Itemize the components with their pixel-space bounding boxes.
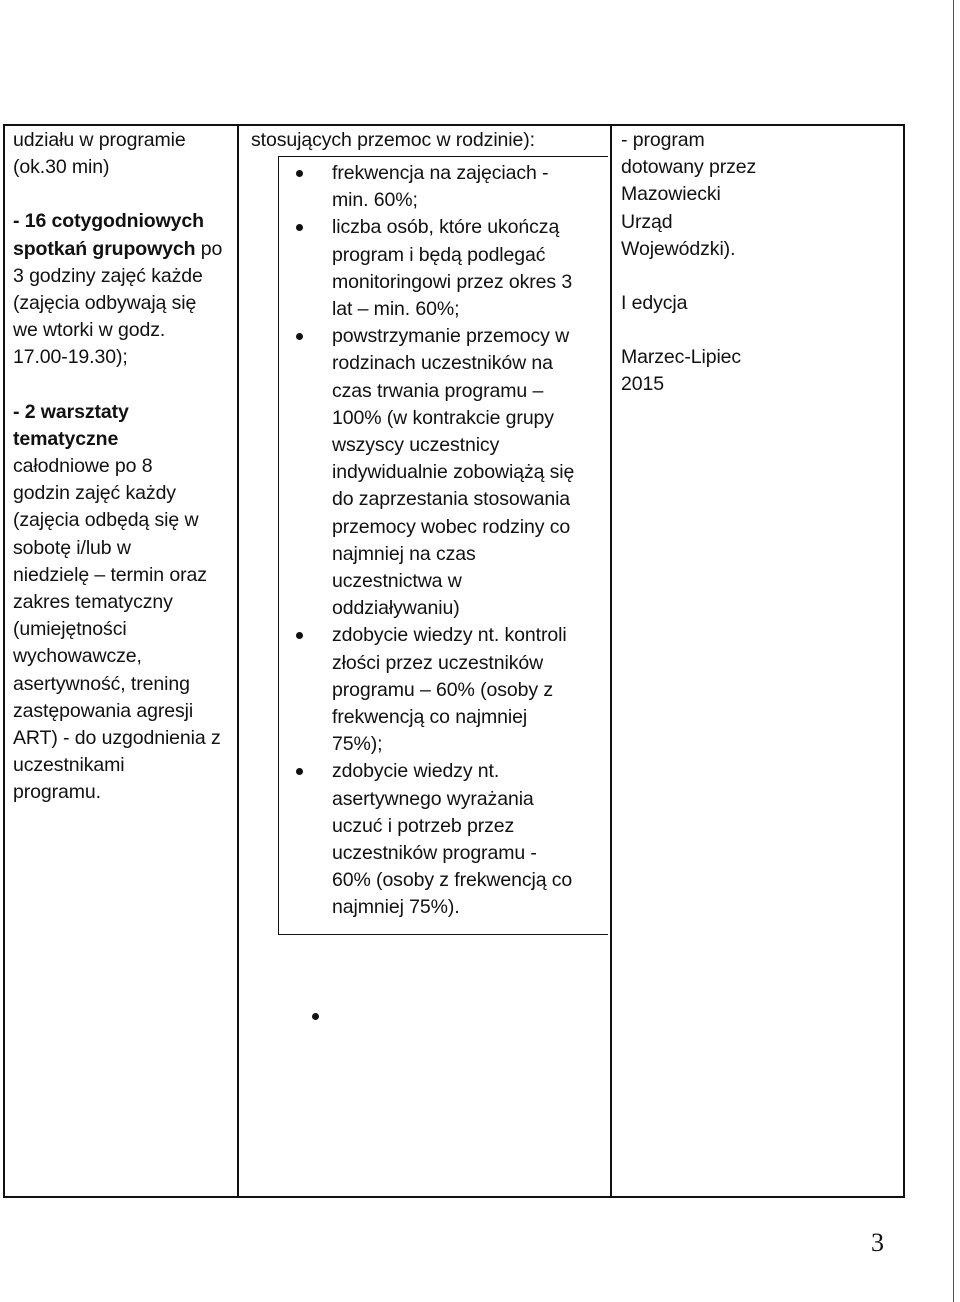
text-line: zastępowania agresji bbox=[13, 699, 194, 722]
table-left-border bbox=[3, 124, 5, 1198]
result-item: liczba osób, które ukończą program i będą podlegać monitoringowi przez okres 3 lat – min. 60%; bbox=[280, 214, 610, 323]
text-line: (umiejętności bbox=[13, 618, 127, 641]
column-results-header bbox=[251, 127, 611, 154]
text-line: (zajęcia odbywają się bbox=[13, 292, 197, 315]
text-line: we wtorki w godz. bbox=[13, 319, 166, 342]
weekly-meetings-heading: spotkań grupowych po bbox=[13, 237, 223, 260]
text-line: niedzielę – termin oraz bbox=[13, 563, 207, 586]
table-bottom-border bbox=[3, 1196, 905, 1198]
intro-line: udziału w programie bbox=[13, 129, 186, 151]
period-line: Marzec-Lipiec bbox=[621, 346, 742, 369]
funding-line: Urząd bbox=[621, 210, 673, 233]
text-line: asertywność, trening bbox=[13, 672, 190, 695]
column-activities bbox=[13, 127, 237, 807]
result-item: frekwencja na zajęciach - min. 60%; bbox=[280, 160, 610, 214]
text-line: ART) - do uzgodnienia z bbox=[13, 727, 221, 750]
text-line: wychowawcze, bbox=[13, 645, 142, 668]
workshops-heading: tematyczne bbox=[13, 427, 119, 450]
results-header: stosujących przemoc w rodzinie): bbox=[251, 129, 535, 151]
inner-box-top bbox=[278, 156, 608, 157]
text-line: 17.00-19.30); bbox=[13, 346, 128, 369]
funding-line: Wojewódzki). bbox=[621, 237, 736, 260]
table-top-border bbox=[3, 124, 905, 126]
text-line: godzin zajęć każdy bbox=[13, 482, 176, 505]
page-number: 3 bbox=[871, 1228, 884, 1257]
funding-line: Mazowiecki bbox=[621, 183, 721, 206]
column-results bbox=[280, 160, 610, 922]
results-list bbox=[280, 160, 610, 922]
column-divider-1 bbox=[237, 124, 239, 1198]
text-line: (zajęcia odbędą się w bbox=[13, 509, 199, 532]
text-line: 3 godziny zajęć każde bbox=[13, 264, 203, 287]
workshops-heading: - 2 warsztaty bbox=[13, 400, 129, 423]
column-funding bbox=[621, 127, 901, 399]
inner-box-left bbox=[278, 156, 279, 935]
funding-line: dotowany przez bbox=[621, 156, 757, 179]
table-right-border bbox=[903, 124, 905, 1198]
text-line: programu. bbox=[13, 781, 101, 804]
period-line: 2015 bbox=[621, 373, 664, 396]
intro-line: (ok.30 min) bbox=[13, 156, 110, 179]
text-line: całodniowe po 8 bbox=[13, 455, 153, 478]
text-line: uczestnikami bbox=[13, 754, 125, 777]
text-line: zakres tematyczny bbox=[13, 591, 173, 614]
result-item: zdobycie wiedzy nt. asertywnego wyrażania uczuć i potrzeb przez uczestników programu - 60% (osoby z frekwencją co najmniej 75%). bbox=[280, 758, 610, 921]
stray-bullet-dot bbox=[312, 1013, 319, 1020]
page-edge-line bbox=[953, 0, 954, 1302]
result-item: zdobycie wiedzy nt. kontroli złości przez uczestników programu – 60% (osoby z frekwencją co najmniej 75%); bbox=[280, 622, 610, 758]
column-divider-2 bbox=[610, 124, 612, 1198]
weekly-meetings-heading: - 16 cotygodniowych bbox=[13, 210, 204, 233]
inner-box-bottom bbox=[278, 934, 608, 935]
funding-line: - program bbox=[621, 129, 705, 151]
edition-label: I edycja bbox=[621, 292, 688, 315]
text-line: sobotę i/lub w bbox=[13, 536, 131, 559]
result-item: powstrzymanie przemocy w rodzinach uczestników na czas trwania programu – 100% (w kontrakcie grupy wszyscy uczestnicy indywidualnie zobowiążą się do zaprzestania stosowania przemocy wobec rodziny co najmniej na czas uczestnictwa w oddziaływaniu) bbox=[280, 323, 610, 622]
